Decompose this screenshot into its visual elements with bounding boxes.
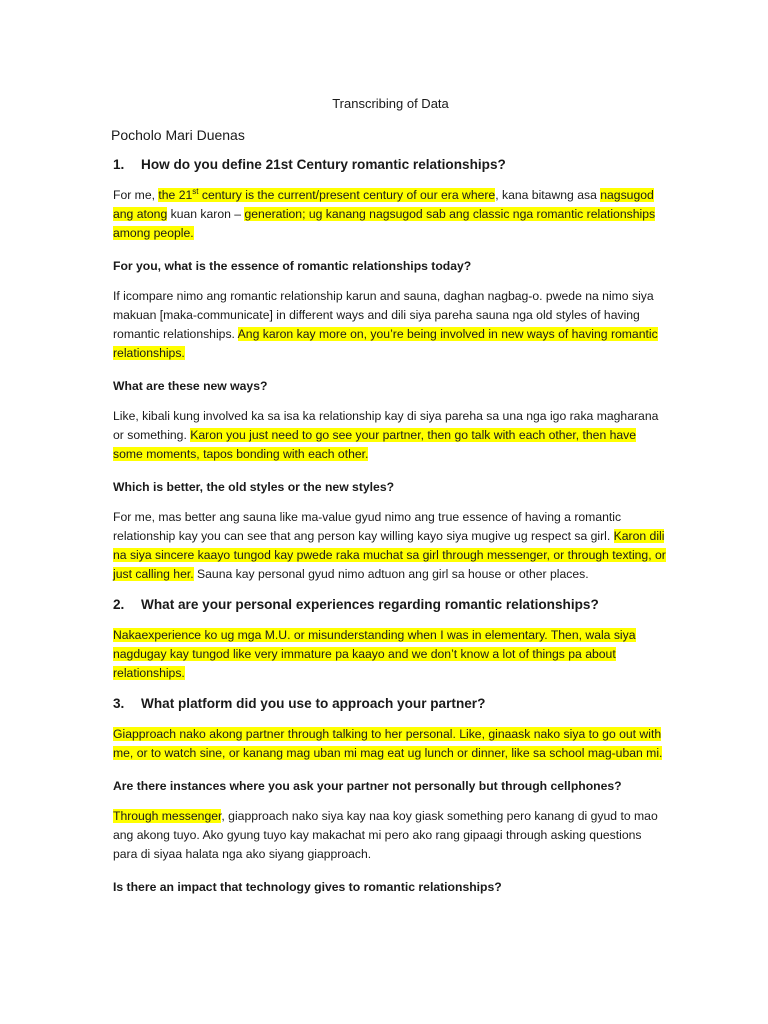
highlight-part: the 21 <box>158 188 193 202</box>
question-text: What are your personal experiences regarding romantic relationships? <box>141 597 599 612</box>
answer-1 <box>113 186 668 243</box>
question-number: 3. <box>113 696 125 711</box>
highlighted-text: Through messenger <box>113 809 222 823</box>
question-1 <box>113 156 668 174</box>
highlighted-text: Karon dili na siya sincere kaayo tungod kay pwede raka muchat sa girl through messenger, or through texting, or just calling her. <box>113 529 666 581</box>
follow-up-question: Which is better, the old styles or the new styles? <box>113 480 395 494</box>
follow-up-answer <box>113 807 668 864</box>
answer-text: For me, mas better ang sauna like ma-value gyud nimo ang true essence of having a romantic relationship kay you can see that ang person kay willing kayo siya mugive ug respect sa girl. <box>113 510 622 543</box>
question-2 <box>113 596 668 614</box>
highlighted-text: Ang karon kay more on, you’re being involved in new ways of having romantic relationships. <box>113 327 658 360</box>
author-name: Pocholo Mari Duenas <box>111 127 245 143</box>
question-number: 1. <box>113 157 125 172</box>
follow-up-answer <box>113 287 668 363</box>
question-3 <box>113 695 668 713</box>
highlight-part: century is the current/present century of our era where <box>198 188 496 202</box>
answer-text: Like, kibali kung involved ka sa isa ka relationship kay di siya pareha sa una nga igo raka magharana or something. <box>113 409 659 442</box>
answer-text: If icompare nimo ang romantic relationship karun and sauna, daghan nagbag-o. pwede na nimo siya makuan [maka-communicate] in different ways and dili siya pareha sauna nga old styles of having romantic relationships. <box>113 289 654 341</box>
answer-text: For me, <box>113 188 159 202</box>
follow-up-question: What are these new ways? <box>113 379 268 393</box>
follow-up-answer <box>113 508 668 584</box>
question-number: 2. <box>113 597 125 612</box>
answer-text: kuan karon – <box>167 207 245 221</box>
question-text: What platform did you use to approach your partner? <box>141 696 486 711</box>
document-title: Transcribing of Data <box>332 96 449 111</box>
follow-up-question: For you, what is the essence of romantic relationships today? <box>113 259 472 273</box>
highlighted-text: Giapproach nako akong partner through talking to her personal. Like, ginaask nako siya to go out with me, or to watch sine, or kanang mag uban mi mag eat ug lunch or dinner, like sa school mag-uban mi. <box>113 727 663 760</box>
follow-up-question: Is there an impact that technology gives to romantic relationships? <box>113 880 502 894</box>
answer-text: , kana bitawng asa <box>495 188 601 202</box>
ordinal-superscript: st <box>192 186 199 196</box>
highlighted-text <box>158 188 495 202</box>
highlighted-text: Karon you just need to go see your partner, then go talk with each other, then have some moments, tapos bonding with each other. <box>113 428 637 461</box>
follow-up-answer <box>113 407 668 464</box>
answer-text: Sauna kay personal gyud nimo adtuon ang girl sa house or other places. <box>193 567 589 581</box>
answer-text: , giapproach nako siya kay naa koy giask something pero kanang di gyud to mao ang akong tuyo. Ako gyung tuyo kay makachat mi pero ako rang gipaagi through asking questions para di siyaa halata nga ako siyang giapproach. <box>113 809 658 861</box>
follow-up-question: Are there instances where you ask your partner not personally but through cellphones? <box>113 779 622 793</box>
highlighted-text: Nakaexperience ko ug mga M.U. or misunderstanding when I was in elementary. Then, wala siya nagdugay kay tungod like very immature pa kaayo and we don’t know a lot of things pa about relationships. <box>113 628 636 680</box>
highlighted-text: generation; ug kanang nagsugod sab ang classic nga romantic relationships among people. <box>113 207 656 240</box>
highlighted-text: nagsugod ang atong <box>113 188 654 221</box>
answer-2 <box>113 626 668 683</box>
answer-3 <box>113 725 668 763</box>
question-text: How do you define 21st Century romantic relationships? <box>141 157 506 172</box>
